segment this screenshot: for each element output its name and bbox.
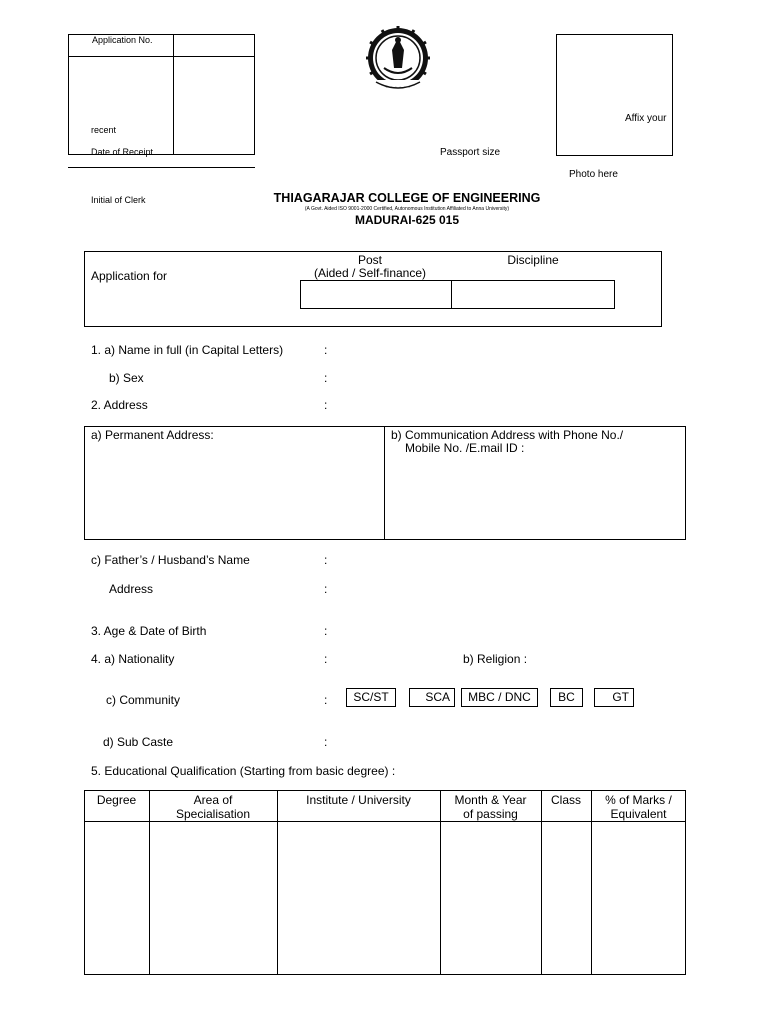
education-cell-degree[interactable] — [85, 822, 148, 974]
photo-box[interactable] — [556, 34, 673, 156]
college-subtitle: (A Govt. Aided ISO 9001-2000 Certified, Autonomous Institution Affiliated to Anna University) — [304, 206, 510, 212]
age-dob-colon: : — [324, 624, 328, 638]
comm-address-label-2: Mobile No. /E.mail ID : — [405, 441, 525, 455]
col-class-text: Class — [550, 793, 581, 807]
sub-caste-input[interactable] — [334, 733, 674, 751]
father-address-input[interactable] — [334, 580, 674, 598]
community-option-bc[interactable]: BC — [550, 688, 583, 707]
permanent-address-input[interactable] — [86, 444, 382, 538]
discipline-input[interactable] — [451, 280, 615, 309]
father-address-colon: : — [324, 582, 328, 596]
discipline-label: Discipline — [507, 253, 559, 267]
post-sublabel: (Aided / Self-finance) — [313, 266, 427, 280]
sub-caste-label: d) Sub Caste — [103, 735, 174, 749]
father-name-input[interactable] — [334, 551, 674, 569]
col-degree-text: Degree — [96, 793, 137, 807]
col-marks-line-1: % of Marks / — [605, 793, 672, 807]
comm-address-label-1: b) Communication Address with Phone No./ — [391, 428, 624, 442]
application-no-field[interactable] — [174, 35, 254, 56]
comm-address-input[interactable] — [386, 458, 684, 538]
col-month-line-2: of passing — [463, 807, 518, 821]
address-divider — [384, 426, 385, 540]
community-colon: : — [324, 693, 328, 707]
nationality-input[interactable] — [334, 650, 454, 668]
father-name-colon: : — [324, 553, 328, 567]
initial-of-clerk-label: Initial of Clerk — [91, 195, 146, 205]
application-for-label: Application for — [91, 269, 168, 283]
name-colon: : — [324, 343, 328, 357]
education-cell-marks[interactable] — [592, 822, 685, 974]
college-name: THIAGARAJAR COLLEGE OF ENGINEERING — [273, 191, 541, 205]
col-area-line-2: Specialisation — [175, 807, 251, 821]
col-institute — [277, 793, 440, 807]
affix-your-label: Affix your — [625, 113, 667, 124]
permanent-address-label: a) Permanent Address: — [91, 428, 214, 442]
name-label: 1. a) Name in full (in Capital Letters) — [91, 343, 284, 357]
sex-input[interactable] — [334, 369, 674, 387]
father-address-label: Address — [109, 582, 154, 596]
college-logo — [360, 24, 436, 96]
sex-colon: : — [324, 371, 328, 385]
col-marks-line-2: Equivalent — [610, 807, 667, 821]
community-option-sc-st[interactable]: SC/ST — [346, 688, 396, 707]
address-colon: : — [324, 398, 328, 412]
post-label: Post — [357, 253, 382, 267]
education-cell-month-year[interactable] — [441, 822, 540, 974]
svg-text:◦ ◦ ◦ ◦ ◦ ◦: ◦ ◦ ◦ ◦ ◦ ◦ — [385, 85, 411, 91]
col-area — [149, 793, 277, 821]
col-institute-text: Institute / University — [306, 793, 411, 807]
post-input[interactable] — [300, 280, 452, 309]
recent-label: recent — [91, 125, 117, 135]
community-label: c) Community — [106, 693, 181, 707]
education-cell-institute[interactable] — [278, 822, 439, 974]
photo-here-label: Photo here — [569, 169, 618, 180]
nationality-label: 4. a) Nationality — [91, 652, 175, 666]
father-name-label: c) Father’s / Husband’s Name — [91, 553, 250, 567]
application-no-label: Application No. — [92, 35, 153, 45]
office-box-divider — [68, 56, 255, 57]
age-dob-input[interactable] — [334, 622, 674, 640]
col-degree — [84, 793, 149, 807]
community-option-sca[interactable]: SCA — [409, 688, 455, 707]
name-input[interactable] — [334, 341, 674, 359]
community-option-gt[interactable]: GT — [594, 688, 634, 707]
community-option-mbc-dnc[interactable]: MBC / DNC — [461, 688, 538, 707]
education-cell-class[interactable] — [542, 822, 590, 974]
sex-label: b) Sex — [109, 371, 144, 385]
religion-label: b) Religion : — [463, 652, 528, 666]
col-month-year — [440, 793, 541, 821]
date-of-receipt-label: Date of Receipt — [91, 147, 154, 157]
col-marks — [591, 793, 686, 821]
col-area-line-1: Area of — [193, 793, 233, 807]
col-class — [541, 793, 591, 807]
address-label: 2. Address — [91, 398, 148, 412]
sub-caste-colon: : — [324, 735, 328, 749]
col-month-line-1: Month & Year — [454, 793, 527, 807]
age-dob-label: 3. Age & Date of Birth — [91, 624, 207, 638]
education-heading: 5. Educational Qualification (Starting from basic degree) : — [91, 764, 396, 778]
nationality-colon: : — [324, 652, 328, 666]
clerk-line — [68, 167, 255, 168]
education-cell-area[interactable] — [150, 822, 276, 974]
college-city: MADURAI-625 015 — [354, 213, 460, 227]
passport-size-label: Passport size — [440, 147, 501, 158]
religion-input[interactable] — [536, 650, 674, 668]
